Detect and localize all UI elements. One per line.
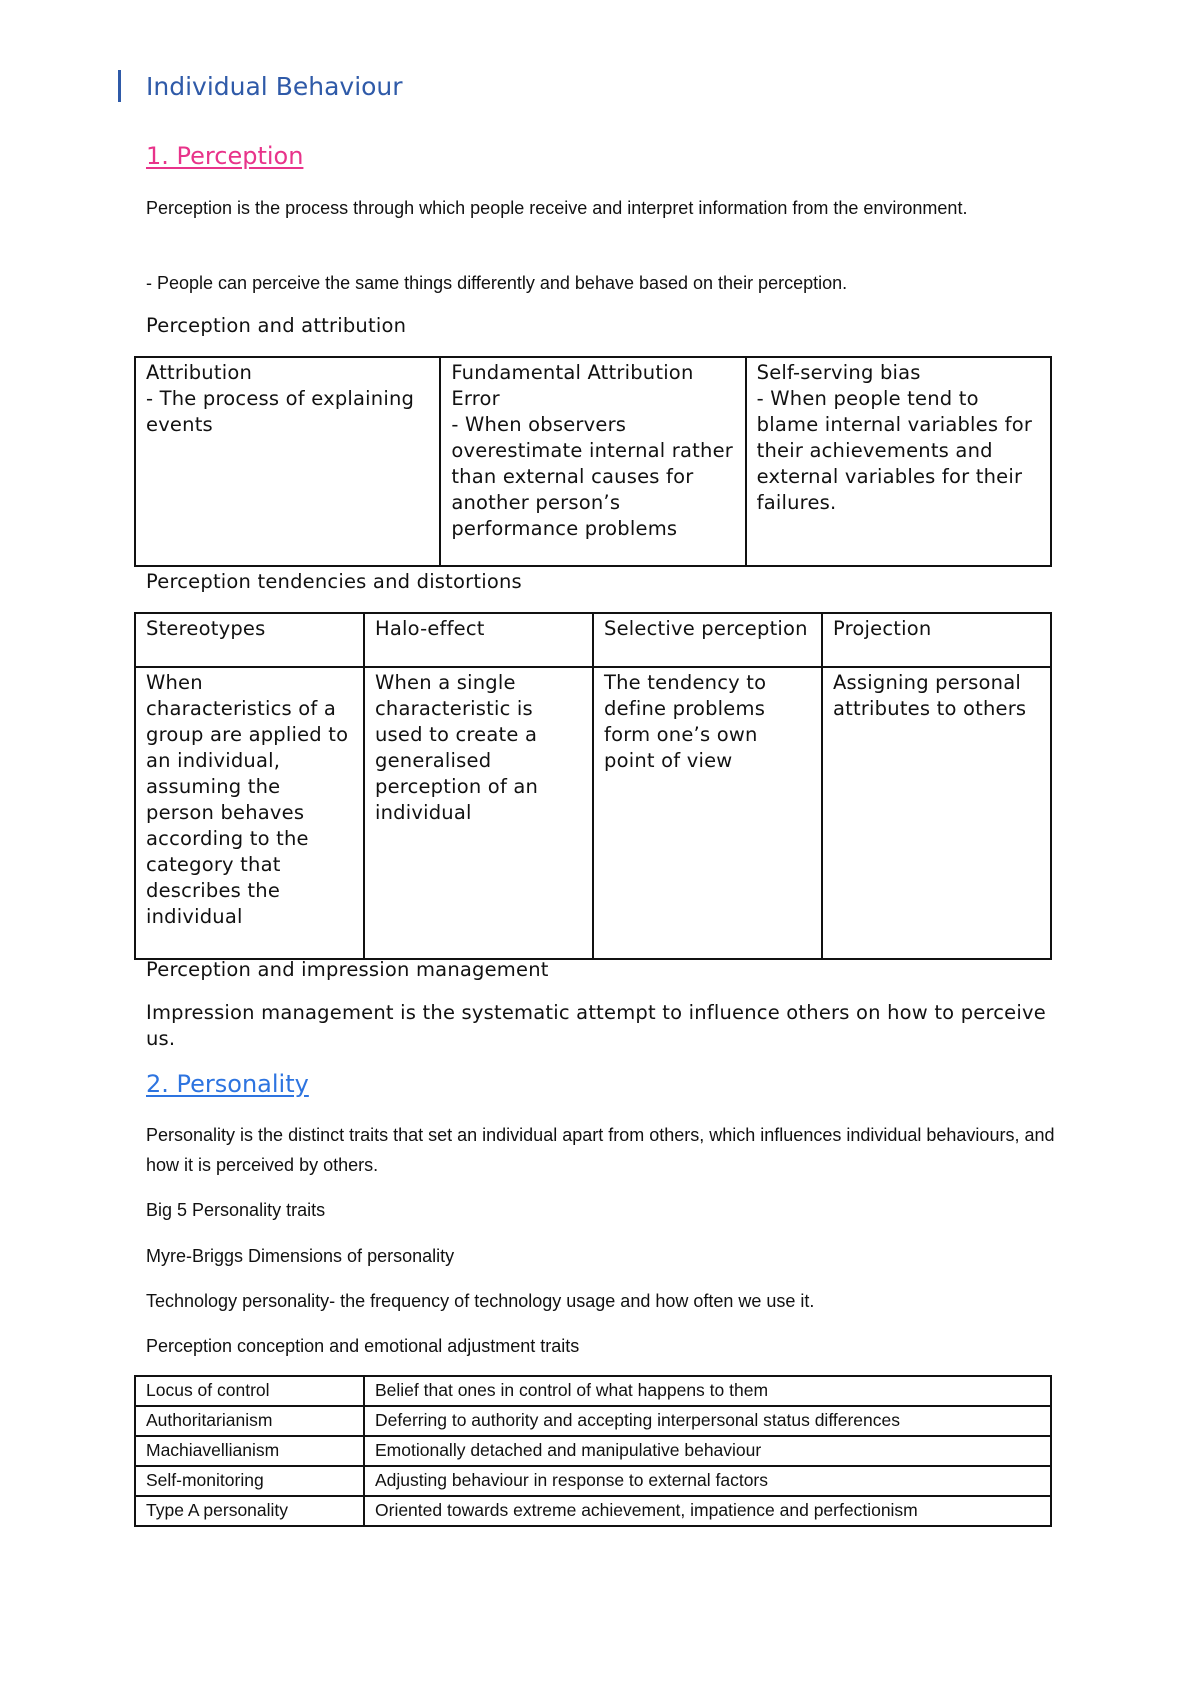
heading-perception: 1. Perception	[146, 142, 304, 170]
trait-desc-cell: Adjusting behaviour in response to external factors	[364, 1466, 1051, 1496]
table-row	[135, 1496, 1051, 1526]
heading-personality: 2. Personality	[146, 1070, 309, 1098]
table-row	[135, 1466, 1051, 1496]
trait-cell: Authoritarianism	[135, 1406, 364, 1436]
table-header-row	[135, 613, 1051, 667]
traits-table	[134, 1375, 1052, 1527]
trait-desc-cell: Belief that ones in control of what happens to them	[364, 1376, 1051, 1406]
header-cell: Halo-effect	[364, 613, 593, 667]
attribution-cell	[135, 357, 440, 566]
cell-text: - When observers overestimate internal rather than external causes for another person’s performance problems	[451, 413, 733, 540]
tech-personality-text: Technology personality- the frequency of technology usage and how often we use it.	[146, 1291, 815, 1311]
table-row	[135, 667, 1051, 959]
fundamental-attribution-error-cell	[440, 357, 745, 566]
table-cell: Assigning personal attributes to others	[822, 667, 1051, 959]
trait-desc-cell: Deferring to authority and accepting interpersonal status differences	[364, 1406, 1051, 1436]
perception-bullet: - People can perceive the same things differently and behave based on their perception.	[146, 273, 848, 293]
perception-intro: Perception is the process through which people receive and interpret information from the environment.	[146, 198, 968, 218]
table-cell: The tendency to define problems form one’s own point of view	[593, 667, 822, 959]
personality-intro: Personality is the distinct traits that set an individual apart from others, which influences individual behaviours, and how it is perceived by others.	[146, 1125, 1055, 1175]
title-accent-bar	[118, 70, 121, 102]
trait-cell: Self-monitoring	[135, 1466, 364, 1496]
cell-title: Fundamental Attribution Error	[451, 361, 694, 410]
cell-text: - When people tend to blame internal variables for their achievements and external variables for their failures.	[756, 387, 1033, 514]
attribution-label: Perception and attribution	[146, 314, 407, 337]
table-cell: When a single characteristic is used to create a generalised perception of an individual	[364, 667, 593, 959]
big5-text: Big 5 Personality traits	[146, 1200, 326, 1220]
impression-label: Perception and impression management	[146, 958, 549, 981]
table-cell: When characteristics of a group are applied to an individual, assuming the person behaves according to the category that describes the individual	[135, 667, 364, 959]
self-serving-bias-cell	[746, 357, 1051, 566]
table-row	[135, 1406, 1051, 1436]
tendencies-table	[134, 612, 1052, 960]
impression-text: Impression management is the systematic attempt to influence others on how to perceive us.	[146, 1001, 1046, 1050]
table-row	[135, 1376, 1051, 1406]
cell-title: Self-serving bias	[756, 361, 921, 384]
attribution-table	[134, 356, 1052, 567]
trait-cell: Machiavellianism	[135, 1436, 364, 1466]
trait-cell: Locus of control	[135, 1376, 364, 1406]
traits-label: Perception conception and emotional adjustment traits	[146, 1336, 580, 1356]
trait-desc-cell: Oriented towards extreme achievement, impatience and perfectionism	[364, 1496, 1051, 1526]
header-cell: Selective perception	[593, 613, 822, 667]
mbti-text: Myre-Briggs Dimensions of personality	[146, 1246, 455, 1266]
table-row	[135, 357, 1051, 566]
title-text: Individual Behaviour	[146, 71, 403, 101]
tendencies-label: Perception tendencies and distortions	[146, 570, 522, 593]
document-title	[118, 70, 403, 102]
trait-desc-cell: Emotionally detached and manipulative behaviour	[364, 1436, 1051, 1466]
table-row	[135, 1436, 1051, 1466]
header-cell: Stereotypes	[135, 613, 364, 667]
header-cell: Projection	[822, 613, 1051, 667]
trait-cell: Type A personality	[135, 1496, 364, 1526]
cell-text: - The process of explaining events	[146, 387, 415, 436]
cell-title: Attribution	[146, 361, 253, 384]
